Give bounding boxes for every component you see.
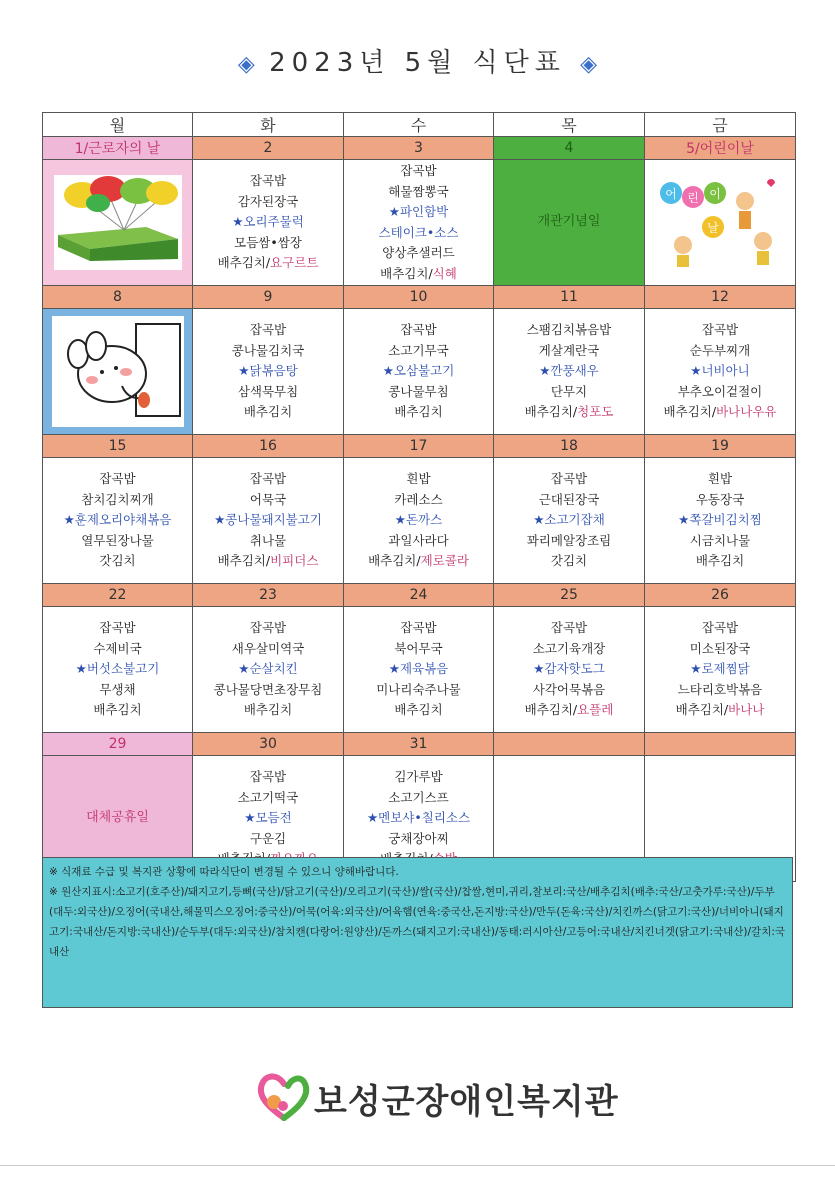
date-number: 5/어린이날 bbox=[645, 137, 796, 160]
main-dish: ★오삼불고기 bbox=[382, 363, 455, 379]
menu-item: 소고기스프 bbox=[388, 789, 449, 805]
menu-item: 느타리호박볶음 bbox=[677, 681, 763, 697]
date-number: 26 bbox=[645, 584, 796, 607]
title-text: 2023년 5월 식단표 bbox=[269, 48, 566, 78]
main-dish: ★제육볶음 bbox=[388, 661, 449, 677]
kimchi-label: 배추김치 bbox=[93, 702, 142, 718]
menu-item: 흰밥 bbox=[406, 471, 431, 487]
kimchi-label: 배추김치 bbox=[394, 702, 443, 718]
menu-item: 흰밥 bbox=[707, 471, 733, 487]
main-dish: ★닭볶음탕 bbox=[238, 363, 298, 379]
date-number bbox=[645, 733, 796, 756]
kimchi-label: 배추김치/ bbox=[380, 265, 433, 281]
main-dish: ★훈제오리야채볶음 bbox=[63, 512, 172, 528]
menu-item: 잡곡밥 bbox=[400, 322, 437, 338]
menu-item: 과일사라다 bbox=[388, 532, 449, 548]
heart-logo-icon bbox=[254, 1066, 314, 1126]
menu-item: 감자된장국 bbox=[237, 193, 299, 209]
dessert-item: 비피더스 bbox=[270, 553, 319, 569]
menu-item: 김가루밥 bbox=[394, 769, 443, 785]
menu-item: 잡곡밥 bbox=[550, 471, 588, 487]
menu-item: 잡곡밥 bbox=[249, 769, 287, 785]
page-bottom-line bbox=[0, 1165, 835, 1166]
day-menu-cell bbox=[645, 309, 796, 435]
title-deco-left: ◈ bbox=[237, 52, 255, 77]
main-dish: ★순살치킨 bbox=[238, 661, 298, 677]
main-dish: ★파인함박 bbox=[388, 204, 449, 219]
kimchi-label: 배추김치 bbox=[243, 702, 293, 718]
date-number: 29 bbox=[43, 733, 193, 756]
svg-text:린: 린 bbox=[687, 191, 699, 206]
menu-item: 스팸김치볶음밥 bbox=[526, 322, 612, 338]
main-dish: ★로제찜닭 bbox=[690, 661, 750, 677]
date-number: 3 bbox=[344, 137, 494, 160]
date-number: 30 bbox=[193, 733, 344, 756]
menu-item: 잡곡밥 bbox=[249, 620, 287, 636]
day-menu-cell bbox=[43, 607, 193, 733]
dessert-item: 바나나 bbox=[728, 702, 765, 718]
main-dish: ★깐풍새우 bbox=[539, 363, 599, 379]
menu-item: 해물짬뽕국 bbox=[388, 183, 449, 199]
date-row bbox=[43, 733, 796, 756]
side-dish bbox=[344, 700, 493, 721]
kimchi-label: 갓김치 bbox=[550, 553, 588, 569]
menu-item: 콩나물당면초장무침 bbox=[213, 681, 323, 697]
svg-text:이: 이 bbox=[709, 187, 721, 202]
childrens-day-icon bbox=[655, 171, 785, 267]
menu-item: 잡곡밥 bbox=[99, 620, 136, 636]
day-menu-cell bbox=[344, 458, 494, 584]
holiday-label: 대체공휴일 bbox=[86, 810, 149, 826]
day-menu-cell bbox=[193, 160, 344, 286]
menu-row bbox=[43, 309, 796, 435]
day-menu-cell bbox=[43, 458, 193, 584]
menu-item: 순두부찌개 bbox=[689, 342, 751, 358]
kimchi-label: 배추김치/ bbox=[217, 553, 271, 569]
side-dish bbox=[494, 700, 644, 721]
day-menu-cell bbox=[645, 160, 796, 286]
menu-item: 구운김 bbox=[249, 830, 287, 846]
date-number: 25 bbox=[494, 584, 645, 607]
menu-item: 양상추샐러드 bbox=[382, 245, 455, 260]
menu-item: 미소된장국 bbox=[689, 640, 751, 656]
date-number: 17 bbox=[344, 435, 494, 458]
main-dish: ★쪽갈비김치찜 bbox=[678, 512, 762, 528]
weekday-fri: 금 bbox=[645, 113, 796, 137]
svg-text:어: 어 bbox=[665, 187, 677, 202]
org-name: 보성군장애인복지관 bbox=[314, 1082, 619, 1122]
menu-item: 사각어묵볶음 bbox=[532, 681, 606, 697]
rabbit-icon bbox=[52, 316, 184, 420]
notes-line-2: ※ 원산지표시:소고기(호주산)/돼지고기,등뼈(국산)/닭고기(국산)/오리고기(국산)/쌀(국산)/찹쌀,현미,귀리,찰보리:국산/배추김치(배추:국산/고춧가루:국산)/두부(대두:외국산)/오징어(국내산,해물믹스오징어:중국산)/어묵(어육:외국산)/어육햄(연육:중국산,돈지방:국산)/만두(돈육:국산)/치킨까스(닭고기:국산)/너비아니(돼지고기:국내산/돈지방:국내산)/순두부(대두:외국산)/참치캔(다랑어:원양산)/돈까스(돼지고기:국내산)/동태:러시아산/고등어:국내산/치킨너겟(닭고기:국내산)/갈치:국내산 bbox=[49, 886, 786, 958]
day-menu-cell bbox=[193, 607, 344, 733]
menu-item: 참치김치찌개 bbox=[81, 491, 154, 507]
page-title bbox=[0, 42, 835, 79]
day-menu-cell bbox=[193, 458, 344, 584]
side-dish bbox=[344, 264, 493, 285]
menu-item: 잡곡밥 bbox=[550, 620, 588, 636]
menu-item: 잡곡밥 bbox=[701, 620, 739, 636]
kimchi-label: 배추김치/ bbox=[217, 255, 271, 271]
menu-item: 콩나물김치국 bbox=[231, 342, 305, 358]
kimchi-label: 배추김치 bbox=[695, 553, 745, 569]
date-number: 15 bbox=[43, 435, 193, 458]
date-number: 19 bbox=[645, 435, 796, 458]
day-menu-cell bbox=[43, 160, 193, 286]
date-number: 4 bbox=[494, 137, 645, 160]
kimchi-label: 배추김치/ bbox=[524, 702, 578, 718]
date-number: 31 bbox=[344, 733, 494, 756]
main-dish: ★감자핫도그 bbox=[533, 661, 605, 677]
main-dish-sauce: 스테이크•소스 bbox=[378, 224, 459, 240]
main-dish: ★돈까스 bbox=[394, 512, 443, 528]
day-menu-cell bbox=[344, 309, 494, 435]
menu-item: 잡곡밥 bbox=[400, 163, 437, 178]
day-illustration bbox=[54, 175, 182, 270]
day-menu-cell bbox=[494, 309, 645, 435]
day-menu-cell bbox=[344, 607, 494, 733]
menu-item: 잡곡밥 bbox=[701, 322, 739, 338]
date-number bbox=[494, 733, 645, 756]
kimchi-label: 배추김치 bbox=[394, 404, 443, 420]
date-number: 18 bbox=[494, 435, 645, 458]
date-row bbox=[43, 137, 796, 160]
weekday-tue: 화 bbox=[193, 113, 344, 137]
date-row bbox=[43, 435, 796, 458]
menu-item: 북어무국 bbox=[394, 640, 443, 656]
side-dish bbox=[344, 551, 493, 572]
date-row bbox=[43, 584, 796, 607]
menu-item: 잡곡밥 bbox=[400, 620, 437, 636]
menu-item: 소고기무국 bbox=[388, 342, 449, 358]
menu-item: 어묵국 bbox=[249, 491, 287, 507]
day-menu-cell bbox=[645, 458, 796, 584]
menu-item: 우동장국 bbox=[695, 491, 745, 507]
date-number: 24 bbox=[344, 584, 494, 607]
menu-item: 꽈리메알장조림 bbox=[526, 532, 612, 548]
menu-item: 콩나물무침 bbox=[388, 383, 449, 399]
dessert-item: 청포도 bbox=[577, 404, 614, 420]
side-dish bbox=[344, 402, 493, 423]
menu-calendar bbox=[42, 112, 796, 882]
dessert-item: 제로콜라 bbox=[420, 553, 469, 569]
side-dish bbox=[43, 551, 192, 572]
notes-box bbox=[42, 857, 793, 1008]
menu-item: 잡곡밥 bbox=[99, 471, 136, 487]
day-menu-cell bbox=[494, 458, 645, 584]
menu-item: 소고기떡국 bbox=[237, 789, 299, 805]
weekday-header bbox=[43, 113, 796, 137]
date-number: 9 bbox=[193, 286, 344, 309]
side-dish bbox=[193, 700, 343, 721]
dessert-item: 바나나우유 bbox=[716, 404, 777, 420]
kimchi-label: 배추김치/ bbox=[368, 553, 421, 569]
side-dish bbox=[43, 700, 192, 721]
menu-item: 단무지 bbox=[550, 383, 588, 399]
dessert-item: 요플레 bbox=[577, 702, 614, 718]
menu-item: 수제비국 bbox=[93, 640, 142, 656]
menu-item: 카레소스 bbox=[394, 491, 443, 507]
title-deco-right: ◈ bbox=[580, 52, 598, 77]
kimchi-label: 갓김치 bbox=[99, 553, 136, 569]
menu-item: 열무된장나물 bbox=[81, 532, 154, 548]
dessert-item: 요구르트 bbox=[270, 255, 319, 271]
dessert-item: 식혜 bbox=[432, 265, 457, 281]
side-dish bbox=[645, 551, 795, 572]
menu-item: 모듬쌈•쌈장 bbox=[234, 234, 302, 250]
menu-item: 시금치나물 bbox=[689, 532, 751, 548]
side-dish bbox=[193, 551, 343, 572]
date-row bbox=[43, 286, 796, 309]
day-menu-cell bbox=[193, 309, 344, 435]
menu-item: 게살계란국 bbox=[538, 342, 600, 358]
day-illustration bbox=[52, 316, 184, 427]
main-dish: ★모듬전 bbox=[244, 810, 292, 826]
menu-item: 근대된장국 bbox=[538, 491, 600, 507]
date-number: 12 bbox=[645, 286, 796, 309]
menu-row bbox=[43, 160, 796, 286]
date-number: 10 bbox=[344, 286, 494, 309]
day-menu-cell bbox=[43, 309, 193, 435]
balloons-icon bbox=[54, 175, 182, 263]
weekday-wed: 수 bbox=[344, 113, 494, 137]
side-dish bbox=[645, 700, 795, 721]
day-menu-cell bbox=[494, 607, 645, 733]
menu-item: 무생채 bbox=[99, 681, 136, 697]
date-number: 8 bbox=[43, 286, 193, 309]
menu-item: 잡곡밥 bbox=[249, 471, 287, 487]
menu-item: 삼색묵무침 bbox=[237, 383, 299, 399]
footer-logo bbox=[254, 1066, 654, 1126]
side-dish bbox=[193, 253, 343, 274]
holiday-label: 개관기념일 bbox=[537, 214, 601, 230]
date-number: 11 bbox=[494, 286, 645, 309]
day-illustration bbox=[655, 171, 785, 274]
side-dish bbox=[494, 402, 644, 423]
date-number: 2 bbox=[193, 137, 344, 160]
main-dish: ★소고기잡채 bbox=[533, 512, 605, 528]
notes-line-1: ※ 식재료 수급 및 복지관 상황에 따라식단이 변경될 수 있으니 양해바랍니다. bbox=[49, 866, 399, 878]
menu-item: 부추오이겉절이 bbox=[677, 383, 763, 399]
main-dish: ★콩나물돼지불고기 bbox=[214, 512, 322, 528]
weekday-thu: 목 bbox=[494, 113, 645, 137]
menu-item: 궁채장아찌 bbox=[388, 830, 449, 846]
side-dish bbox=[193, 402, 343, 423]
side-dish bbox=[645, 402, 795, 423]
day-menu-cell bbox=[645, 607, 796, 733]
day-menu-cell bbox=[494, 160, 645, 286]
kimchi-label: 배추김치/ bbox=[675, 702, 729, 718]
day-menu-cell bbox=[344, 160, 494, 286]
main-dish: ★버섯소불고기 bbox=[75, 661, 160, 677]
weekday-mon: 월 bbox=[43, 113, 193, 137]
menu-item: 소고기육개장 bbox=[532, 640, 606, 656]
svg-text:날: 날 bbox=[707, 221, 719, 236]
main-dish: ★멘보샤•칠리소스 bbox=[366, 810, 471, 826]
menu-item: 미나리숙주나물 bbox=[376, 681, 461, 697]
menu-item: 잡곡밥 bbox=[249, 173, 287, 189]
date-number: 23 bbox=[193, 584, 344, 607]
menu-row bbox=[43, 607, 796, 733]
main-dish: ★너비아니 bbox=[690, 363, 750, 379]
kimchi-label: 배추김치/ bbox=[524, 404, 578, 420]
date-number: 1/근로자의 날 bbox=[43, 137, 193, 160]
main-dish: ★오리주물럭 bbox=[232, 214, 304, 230]
menu-item: 취나물 bbox=[249, 532, 287, 548]
menu-item: 잡곡밥 bbox=[249, 322, 287, 338]
date-number: 16 bbox=[193, 435, 344, 458]
menu-item: 새우살미역국 bbox=[231, 640, 305, 656]
date-number: 22 bbox=[43, 584, 193, 607]
side-dish bbox=[494, 551, 644, 572]
kimchi-label: 배추김치/ bbox=[663, 404, 717, 420]
kimchi-label: 배추김치 bbox=[243, 404, 293, 420]
menu-row bbox=[43, 458, 796, 584]
